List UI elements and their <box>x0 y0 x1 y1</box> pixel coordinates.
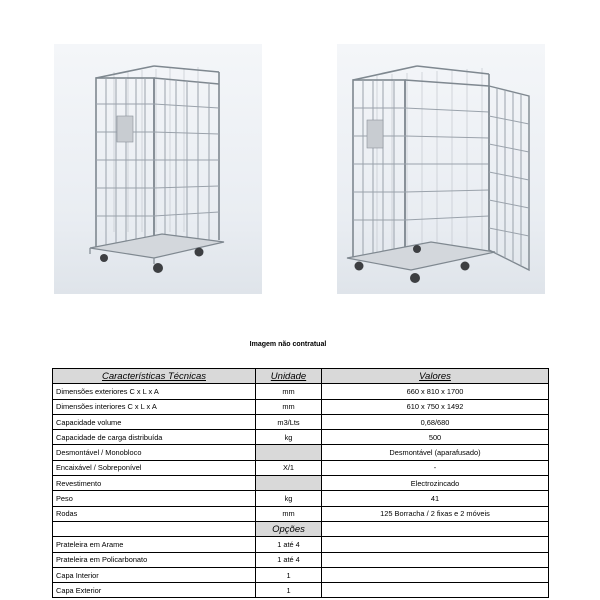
option-label: Prateleira em Arame <box>53 537 256 552</box>
row-label: Dimensões interiores C x L x A <box>53 399 256 414</box>
option-row <box>53 567 549 582</box>
table-row <box>53 476 549 491</box>
table-row <box>53 399 549 414</box>
options-spacer-right <box>322 521 549 536</box>
option-label: Capa Interior <box>53 567 256 582</box>
row-value: 610 x 750 x 1492 <box>322 399 549 414</box>
options-spacer-left <box>53 521 256 536</box>
product-photo-open-door <box>337 44 545 294</box>
table-row <box>53 384 549 399</box>
table-row <box>53 506 549 521</box>
header-characteristics: Características Técnicas <box>53 369 256 384</box>
table-row <box>53 445 549 460</box>
roll-cage-open-illustration <box>337 44 545 294</box>
row-value: - <box>322 460 549 475</box>
row-unit: mm <box>256 384 322 399</box>
option-empty-cell <box>322 583 549 598</box>
option-value: 1 <box>256 583 322 598</box>
row-label: Revestimento <box>53 476 256 491</box>
row-value: 41 <box>322 491 549 506</box>
row-unit <box>256 476 322 491</box>
options-section-title: Opções <box>256 521 322 536</box>
row-unit <box>256 445 322 460</box>
option-row <box>53 537 549 552</box>
row-label: Dimensões exteriores C x L x A <box>53 384 256 399</box>
option-label: Prateleira em Policarbonato <box>53 552 256 567</box>
row-unit: kg <box>256 491 322 506</box>
header-unit: Unidade <box>256 369 322 384</box>
row-unit: mm <box>256 506 322 521</box>
row-label: Peso <box>53 491 256 506</box>
option-empty-cell <box>322 537 549 552</box>
option-row <box>53 583 549 598</box>
option-row <box>53 552 549 567</box>
row-value: Electrozincado <box>322 476 549 491</box>
row-value: 125 Borracha / 2 fixas e 2 móveis <box>322 506 549 521</box>
row-unit: mm <box>256 399 322 414</box>
row-label: Encaixável / Sobreponível <box>53 460 256 475</box>
row-value: 500 <box>322 430 549 445</box>
image-disclaimer-caption: Imagem não contratual <box>249 341 327 348</box>
option-value: 1 <box>256 567 322 582</box>
row-unit: X/1 <box>256 460 322 475</box>
row-label: Rodas <box>53 506 256 521</box>
row-label: Desmontável / Monobloco <box>53 445 256 460</box>
option-value: 1 até 4 <box>256 537 322 552</box>
table-row <box>53 414 549 429</box>
row-value: 660 x 810 x 1700 <box>322 384 549 399</box>
table-row <box>53 460 549 475</box>
option-value: 1 até 4 <box>256 552 322 567</box>
option-label: Capa Exterior <box>53 583 256 598</box>
technical-specs-table <box>52 368 549 598</box>
roll-cage-closed-illustration <box>54 44 262 294</box>
options-section-row <box>53 521 549 536</box>
table-row <box>53 491 549 506</box>
row-label: Capacidade de carga distribuída <box>53 430 256 445</box>
option-empty-cell <box>322 552 549 567</box>
row-unit: m3/Lts <box>256 414 322 429</box>
row-value: 0,68/680 <box>322 414 549 429</box>
option-empty-cell <box>322 567 549 582</box>
table-row <box>53 430 549 445</box>
table-header-row <box>53 369 549 384</box>
product-photo-closed <box>54 44 262 294</box>
header-values: Valores <box>322 369 549 384</box>
row-unit: kg <box>256 430 322 445</box>
row-value: Desmontável (aparafusado) <box>322 445 549 460</box>
row-label: Capacidade volume <box>53 414 256 429</box>
